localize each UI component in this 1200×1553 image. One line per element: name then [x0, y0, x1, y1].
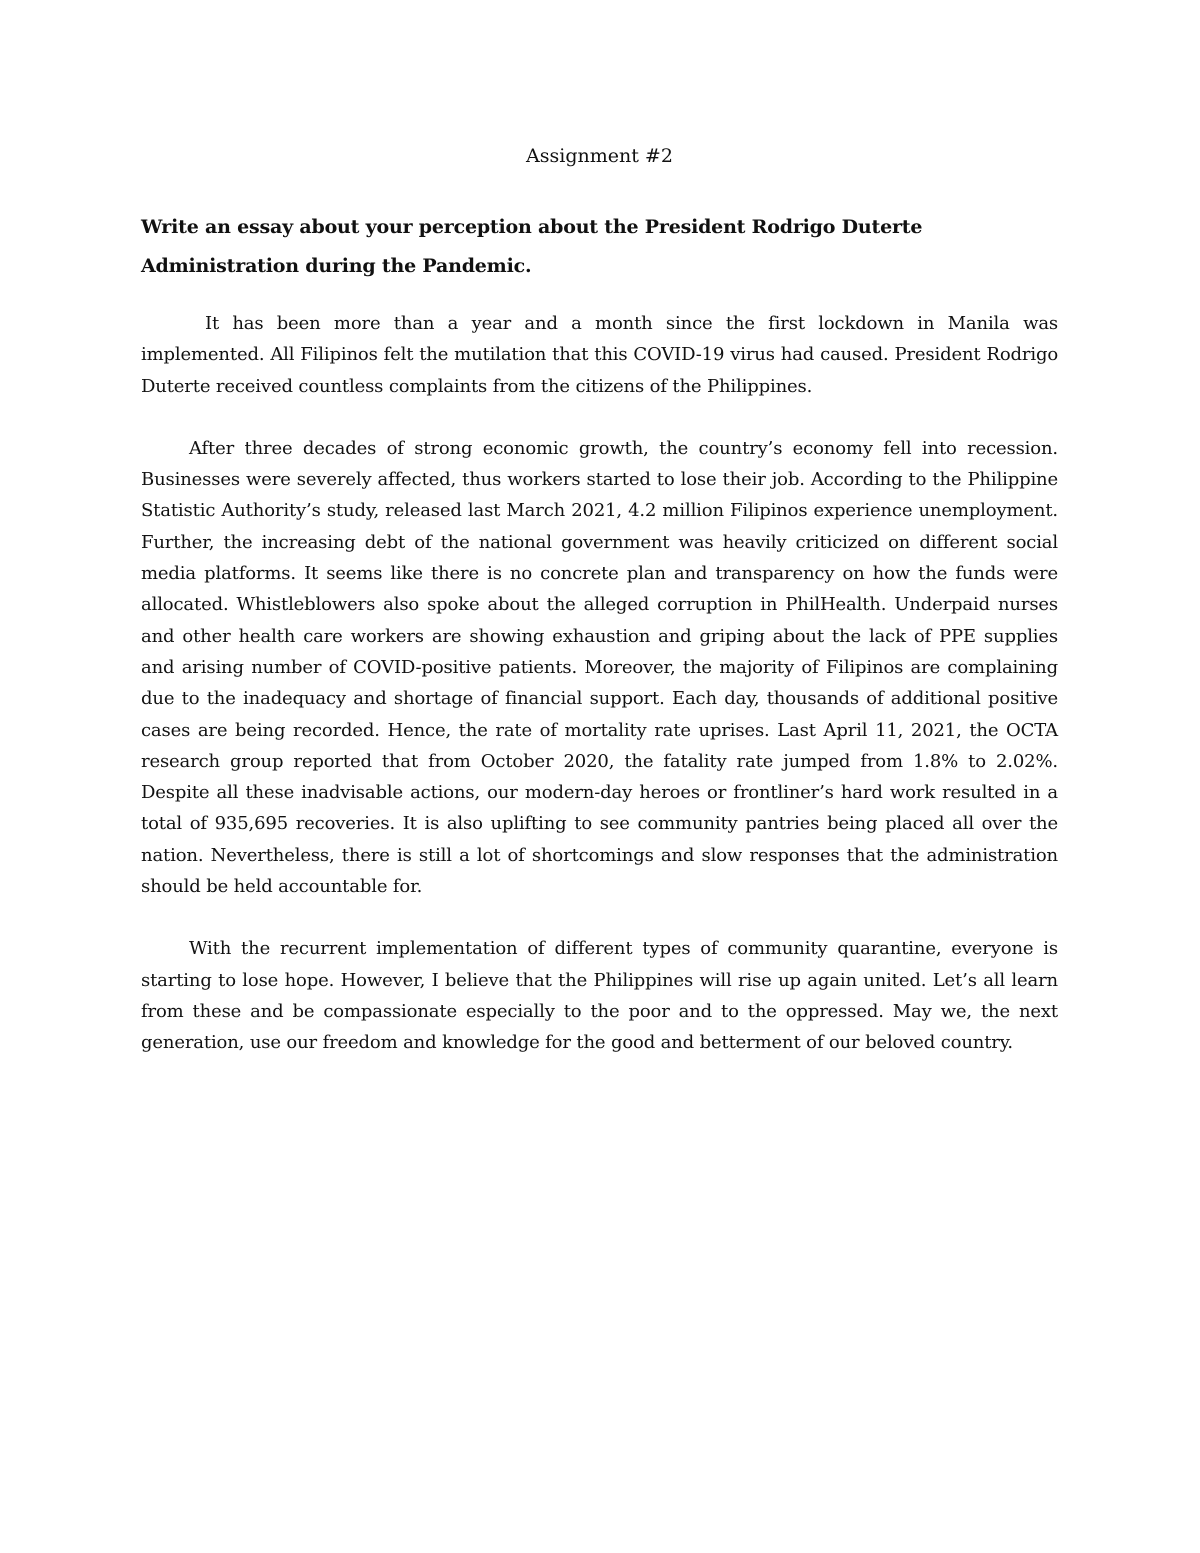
document-content [141, 142, 1058, 1059]
assignment-title: Assignment #2 [526, 145, 673, 167]
essay-prompt: Write an essay about your perception about the President Rodrigo Duterte Administration during the Pandemic. [141, 216, 923, 277]
essay-paragraph-2: After three decades of strong economic growth, the country’s economy fell into recession. Businesses were severely affected, thus workers started to lose their job. According to the Philippine Statistic Authority’s study, released last March 2021, 4.2 million Filipinos experience unemployment. Further, the increasing debt of the national government was heavily criticized on different social media platforms. It seems like there is no concrete plan and transparency on how the funds were allocated. Whistleblowers also spoke about the alleged corruption in PhilHealth. Underpaid nurses and other health care workers are showing exhaustion and griping about the lack of PPE supplies and arising number of COVID-positive patients. Moreover, the majority of Filipinos are complaining due to the inadequacy and shortage of financial support. Each day, thousands of additional positive cases are being recorded. Hence, the rate of mortality rate uprises. Last April 11, 2021, the OCTA research group reported that from October 2020, the fatality rate jumped from 1.8% to 2.02%. Despite all these inadvisable actions, our modern-day heroes or frontliner’s hard work resulted in a total of 935,695 recoveries. It is also uplifting to see community pantries being placed all over the nation. Nevertheless, there is still a lot of shortcomings and slow responses that the administration should be held accountable for. [141, 437, 1058, 898]
essay-paragraph-3: With the recurrent implementation of different types of community quarantine, everyone is starting to lose hope. However, I believe that the Philippines will rise up again united. Let’s all learn from these and be compassionate especially to the poor and to the oppressed. May we, the next generation, use our freedom and knowledge for the good and betterment of our beloved country. [141, 938, 1058, 1054]
essay-paragraph-1: It has been more than a year and a month since the first lockdown in Manila was implemented. All Filipinos felt the mutilation that this COVID-19 virus had caused. President Rodrigo Duterte received countless complaints from the citizens of the Philippines. [141, 313, 1058, 397]
